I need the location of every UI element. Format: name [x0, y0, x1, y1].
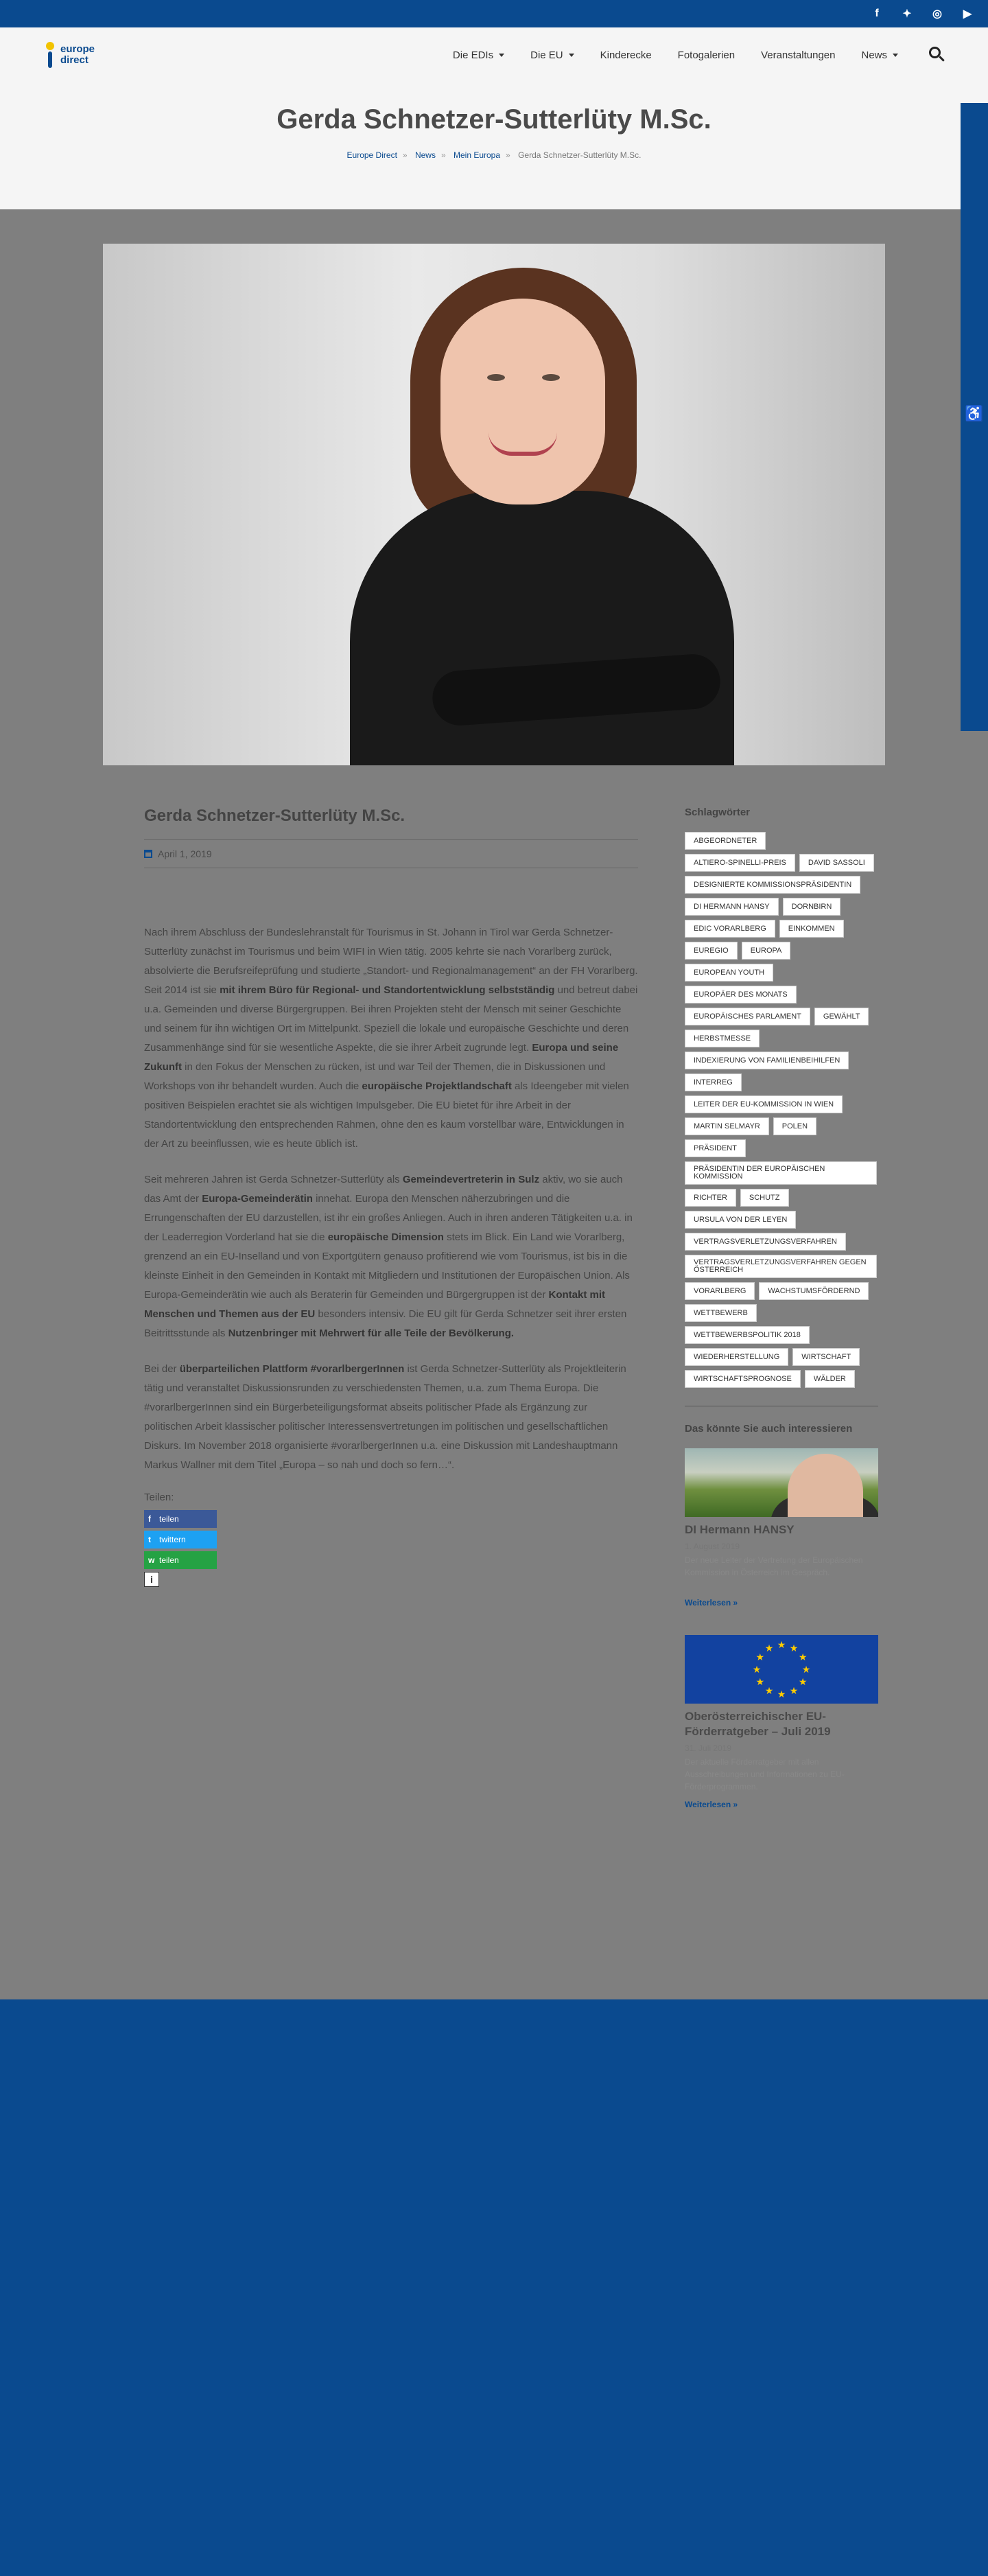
breadcrumb-current: Gerda Schnetzer-Sutterlüty M.Sc. — [518, 150, 642, 160]
accessibility-icon[interactable]: ♿ — [965, 405, 984, 422]
tag-link[interactable]: EUROPÄER DES MONATS — [685, 986, 797, 1003]
content-area — [0, 209, 988, 1999]
related-post-card — [685, 1635, 878, 1809]
tag-link[interactable]: EINKOMMEN — [779, 920, 844, 938]
logo-mark-icon — [43, 38, 58, 72]
main-navigation — [440, 49, 911, 61]
breadcrumb-news[interactable]: News — [414, 150, 436, 160]
tag-link[interactable]: SCHUTZ — [740, 1189, 789, 1207]
accessibility-toolbar[interactable] — [961, 103, 988, 731]
svg-text:★: ★ — [777, 1639, 786, 1650]
related-post-title[interactable]: DI Hermann HANSY — [685, 1523, 795, 1536]
tag-link[interactable]: POLEN — [773, 1117, 816, 1135]
related-post-title[interactable]: Oberösterreichischer EU-Förderratgeber – Juli 2019 — [685, 1710, 831, 1738]
tag-link[interactable]: DI HERMANN HANSY — [685, 898, 779, 916]
site-header — [0, 27, 988, 82]
share-buttons — [144, 1510, 638, 1569]
top-bar — [0, 0, 988, 27]
tag-link[interactable]: WETTBEWERBSPOLITIK 2018 — [685, 1326, 810, 1344]
eu-stars-icon — [685, 1635, 878, 1704]
twitter-icon: t — [148, 1535, 151, 1544]
tag-link[interactable]: LEITER DER EU-KOMMISSION IN WIEN — [685, 1095, 843, 1113]
paragraph: Nach ihrem Abschluss der Bundeslehranstalt für Tourismus in St. Johann in Tirol war Gerda Schnetzer-Sutterlüty zunächst im Tourismus und beim WIFI in Wien tätig. 2005 kehrte sie nach Vorarlberg zurück, absolvierte die Berufsreifeprüfung und studierte „Standort- und Regionalmanagement“ an der FH Vorarlberg. Seit 2014 ist sie mit ihrem Büro für Regional- und Standortentwicklung selbstständig und betreut dabei u.a. Gemeinden und diverse Bürgergruppen. Bei ihren Projekten steht der Mensch mit seiner Geschichte und seinem für ihn wichtigen Ort im Mittelpunkt. Speziell die lokale und europäische Geschichte und deren Zusammenhänge sind für sie wesentliche Aspekte, die sie ihrer Arbeit zugrunde legt. Europa und seine Zukunft in den Fokus der Menschen zu rücken, ist und war Teil der Themen, die in Diskussionen und Workshops von ihr behandelt wurden. Auch die europäische Projektlandschaft als Ideengeber mit vielen positiven Beispielen erachtet sie als wichtigen Impulsgeber. Die EU bietet für ihre Arbeit in der Standortentwicklung den entsprechenden Rahmen, ohne den es kaum vorstellbar wäre, Entwicklungen in der Art zu beeinflussen, wie es heute üblich ist. — [144, 927, 638, 1150]
related-post-excerpt: Der neue Leiter der Vertretung der Europäischen Kommission in Österreich im Gespräch. — [685, 1555, 863, 1577]
logo-text-line1: europe — [60, 43, 95, 55]
share-info-button[interactable]: i — [144, 1572, 159, 1587]
read-more-link[interactable]: Weiterlesen » — [685, 1598, 738, 1608]
nav-item-news[interactable] — [848, 49, 911, 61]
tag-link[interactable]: RICHTER — [685, 1189, 736, 1207]
nav-item-die-edis[interactable] — [440, 49, 517, 61]
post-body — [144, 923, 638, 1475]
share-button-label: teilen — [159, 1555, 179, 1565]
nav-item-label: Die EU — [530, 49, 563, 61]
tag-link[interactable]: ABGEORDNETER — [685, 832, 766, 850]
related-widget-title: Das könnte Sie auch interessieren — [685, 1423, 853, 1435]
nav-item-label: Kinderecke — [600, 49, 652, 61]
twitter-icon[interactable]: ✦ — [902, 8, 912, 20]
logo-text-line2: direct — [60, 54, 89, 66]
facebook-icon[interactable]: f — [875, 8, 879, 19]
whatsapp-icon: w — [148, 1555, 155, 1565]
svg-text:★: ★ — [752, 1664, 762, 1675]
breadcrumb-mein-europa[interactable]: Mein Europa — [453, 150, 501, 160]
tag-link[interactable]: WÄLDER — [805, 1370, 855, 1388]
tag-link[interactable]: EDIC VORARLBERG — [685, 920, 775, 938]
twitter-share-button[interactable] — [144, 1531, 217, 1548]
europe-direct-logo[interactable] — [43, 38, 95, 72]
post-meta — [144, 840, 638, 868]
related-post-image[interactable] — [685, 1448, 878, 1517]
svg-text:★: ★ — [764, 1642, 774, 1653]
share-button-label: twittern — [159, 1535, 186, 1544]
tag-link[interactable]: INTERREG — [685, 1074, 742, 1091]
tag-link[interactable]: EUREGIO — [685, 942, 738, 960]
read-more-link[interactable]: Weiterlesen » — [685, 1800, 738, 1809]
nav-item-label: Veranstaltungen — [761, 49, 836, 61]
nav-item-label: Die EDIs — [452, 49, 494, 61]
tag-link[interactable]: WACHSTUMSFÖRDERND — [759, 1282, 869, 1300]
calendar-icon — [144, 850, 152, 858]
related-posts — [685, 1448, 878, 1809]
tag-link[interactable]: WIRTSCHAFT — [792, 1348, 860, 1366]
hero-portrait-image — [103, 244, 885, 765]
tag-link[interactable]: VERTRAGSVERLETZUNGSVERFAHREN — [685, 1233, 846, 1251]
related-post-card — [685, 1448, 878, 1608]
tag-link[interactable]: WETTBEWERB — [685, 1304, 757, 1322]
whatsapp-share-button[interactable] — [144, 1551, 217, 1569]
chevron-down-icon — [499, 54, 504, 57]
tag-link[interactable]: WIEDERHERSTELLUNG — [685, 1348, 788, 1366]
chevron-down-icon — [893, 54, 898, 57]
svg-text:★: ★ — [755, 1651, 765, 1662]
svg-text:★: ★ — [798, 1676, 808, 1687]
svg-text:★: ★ — [801, 1664, 811, 1675]
svg-text:★: ★ — [755, 1676, 765, 1687]
tag-link[interactable]: GEWÄHLT — [814, 1008, 869, 1025]
tag-link[interactable]: HERBSTMESSE — [685, 1030, 760, 1047]
svg-text:★: ★ — [789, 1642, 799, 1653]
tag-link[interactable]: VERTRAGSVERLETZUNGSVERFAHREN GEGEN ÖSTERREICH — [685, 1255, 877, 1278]
page-title: Gerda Schnetzer-Sutterlüty M.Sc. — [277, 104, 711, 135]
sidebar — [685, 807, 878, 1837]
tag-link[interactable]: INDEXIERUNG VON FAMILIENBEIHILFEN — [685, 1052, 849, 1069]
nav-item-veranstaltungen[interactable] — [748, 49, 848, 61]
nav-item-fotogalerien[interactable] — [665, 49, 748, 61]
tag-link[interactable]: MARTIN SELMAYR — [685, 1117, 769, 1135]
breadcrumb: Europe Direct » News » Mein Europa » Gerda Schnetzer-Sutterlüty M.Sc. — [346, 150, 642, 160]
tag-link[interactable]: EUROPEAN YOUTH — [685, 964, 773, 982]
post-date: April 1, 2019 — [158, 848, 212, 859]
svg-text:★: ★ — [798, 1651, 808, 1662]
nav-item-label: Fotogalerien — [677, 49, 736, 61]
post-title: Gerda Schnetzer-Sutterlüty M.Sc. — [144, 807, 638, 840]
related-post-excerpt: Der aktuelle Förderratgeber mit allen Ausschreibungen und Informationen zu EU-Förderprogrammen. — [685, 1757, 845, 1791]
tag-link[interactable]: PRÄSIDENT — [685, 1139, 746, 1157]
svg-text:★: ★ — [789, 1685, 799, 1697]
related-post-date: 1. August 2019 — [685, 1542, 740, 1551]
tag-link[interactable]: EUROPÄISCHES PARLAMENT — [685, 1008, 810, 1025]
svg-text:★: ★ — [764, 1685, 774, 1697]
share-label: Teilen: — [144, 1492, 174, 1503]
tag-link[interactable]: WIRTSCHAFTSPROGNOSE — [685, 1370, 801, 1388]
tag-link[interactable]: ALTIERO-SPINELLI-PREIS — [685, 854, 795, 872]
tag-link[interactable]: EUROPA — [742, 942, 791, 960]
tag-link[interactable]: DORNBIRN — [783, 898, 841, 916]
share-button-label: teilen — [159, 1514, 179, 1524]
tag-link[interactable]: DAVID SASSOLI — [799, 854, 874, 872]
paragraph: Seit mehreren Jahren ist Gerda Schnetzer-Sutterlüty als Gemeindevertreterin in Sulz aktiv, wo sie auch das Amt der Europa-Gemeinderätin innehat. Europa den Menschen näherzubringen und die Errungenschaften der EU darzustellen, ist ihr ein großes Anliegen. Auch in ihren anderen Tätigkeiten u.a. in der Leaderregion Vorderland hat sie die europäische Dimension stets im Blick. Ein Land wie Vorarlberg, grenzend an ein EU-Inselland und von Exportgütern genauso profitierend wie vom Tourismus, ist bis in die kleinste Einheit in den Gemeinden in Kontakt mit Mitgliedern und Institutionen der Europäischen Union. Als Europa-Gemeinderätin wie auch als Beraterin für Gemeinden und Bürgergruppen ist der Kontakt mit Menschen und Themen aus der EU besonders intensiv. Die EU gilt für Gerda Schnetzer seit ihrer ersten Beitrittsstunde als Nutzenbringer mit Mehrwert für alle Teile der Bevölkerung. — [144, 1174, 633, 1339]
nav-item-die-eu[interactable] — [517, 49, 587, 61]
tag-link[interactable]: URSULA VON DER LEYEN — [685, 1211, 796, 1229]
tag-link[interactable]: PRÄSIDENTIN DER EUROPÄISCHEN KOMMISSION — [685, 1161, 877, 1185]
tags-widget-title: Schlagwörter — [685, 807, 751, 818]
chevron-down-icon — [569, 54, 574, 57]
search-icon[interactable] — [929, 47, 945, 63]
paragraph: Bei der überparteilichen Plattform #vorarlbergerInnen ist Gerda Schnetzer-Sutterlüty als Projektleiterin tätig und veranstaltet Diskussionsrunden zu verschiedensten Themen, u.a. zum Thema Europa. Die #vorarlbergerInnen sind ein Bürgerbeteiligungsformat abseits politischer Pfade als Ergänzung zur politischen Arbeit klassischer politischer Interessensvertretungen im politischen und gesellschaftlichen Diskurs. Im November 2018 organisierte #vorarlbergerInnen u.a. eine Diskussion mit Landeshauptmann Markus Wallner mit dem Titel „Europa – so nah und doch so fern…“. — [144, 1363, 626, 1471]
svg-text:★: ★ — [777, 1689, 786, 1699]
facebook-share-button[interactable] — [144, 1510, 217, 1528]
instagram-icon[interactable]: ◎ — [932, 8, 942, 20]
facebook-icon: f — [148, 1514, 151, 1524]
related-post-image[interactable] — [685, 1635, 878, 1704]
nav-item-kinderecke[interactable] — [587, 49, 665, 61]
page-title-band — [0, 82, 988, 209]
breadcrumb-home[interactable]: Europe Direct — [346, 150, 397, 160]
tag-link[interactable]: DESIGNIERTE KOMMISSIONSPRÄSIDENTIN — [685, 876, 860, 894]
nav-item-label: News — [861, 49, 887, 61]
related-post-date: 31. Juli 2019 — [685, 1743, 732, 1753]
tag-cloud — [685, 832, 878, 1388]
youtube-icon[interactable]: ▶ — [963, 8, 972, 20]
tag-link[interactable]: VORARLBERG — [685, 1282, 755, 1300]
post-content — [144, 807, 638, 1587]
